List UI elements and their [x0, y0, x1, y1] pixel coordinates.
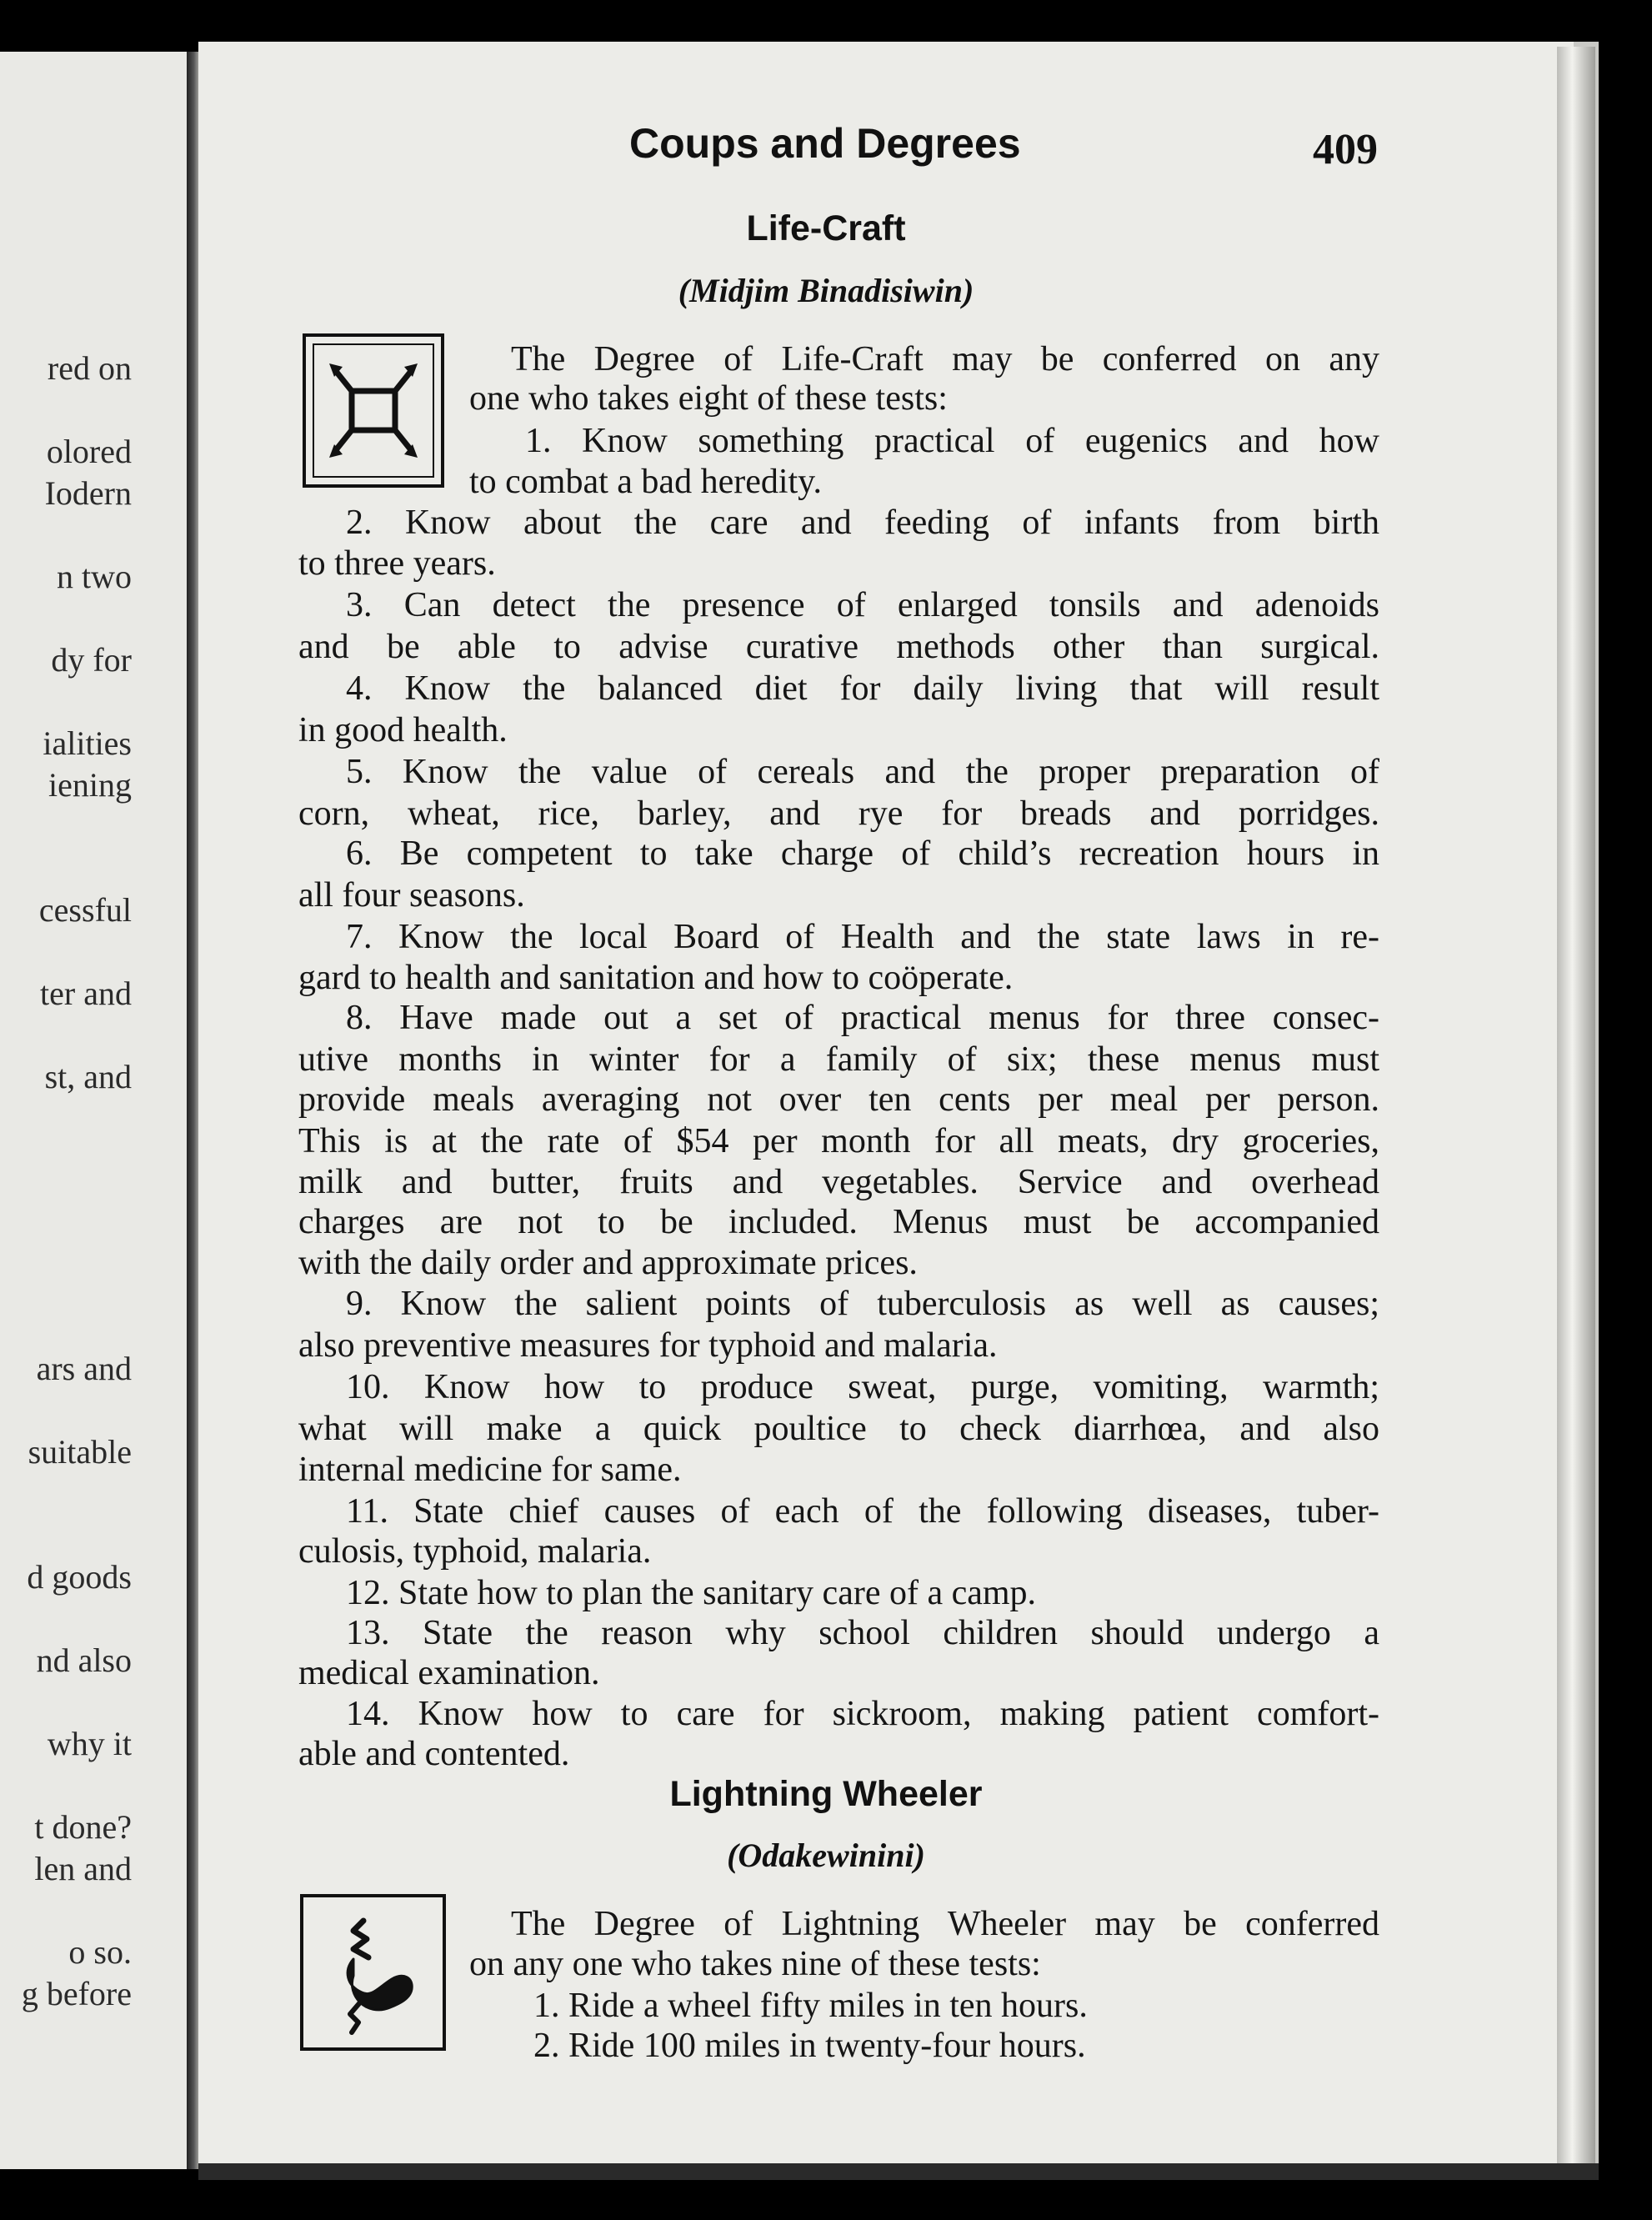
text-line: 10. Know how to produce sweat, purge, vomiting, warmth;	[346, 1368, 1379, 1406]
left-page-fragment: why it	[47, 1725, 132, 1762]
left-page-fragment: nd also	[36, 1641, 132, 1679]
text-line: what will make a quick poultice to check diarrhœa, and also	[298, 1410, 1379, 1448]
text-line: medical examination.	[298, 1654, 600, 1692]
left-page-fragment: iening	[48, 766, 132, 804]
text-line: utive months in winter for a family of six; these menus must	[298, 1040, 1379, 1079]
page-number: 409	[1313, 126, 1378, 173]
text-line: corn, wheat, rice, barley, and rye for breads and porridges.	[298, 794, 1379, 833]
crossed-arrows-square-icon	[303, 333, 444, 488]
text-line: 2. Ride 100 miles in twenty-four hours.	[533, 2027, 1086, 2065]
left-page-fragment: olored	[46, 433, 132, 470]
text-line: also preventive measures for typhoid and malaria.	[298, 1326, 998, 1365]
left-page-fragment: t done?	[34, 1808, 132, 1846]
text-line: 13. State the reason why school children should undergo a	[346, 1614, 1379, 1652]
text-line: 11. State chief causes of each of the following diseases, tuber-	[346, 1492, 1379, 1531]
left-page-fragment: g before	[21, 1975, 132, 2012]
text-line: internal medicine for same.	[298, 1451, 682, 1489]
text-line: and be able to advise curative methods other than surgical.	[298, 628, 1379, 666]
text-line: 4. Know the balanced diet for daily living that will result	[346, 669, 1379, 708]
life-craft-title: Life-Craft	[746, 208, 906, 248]
running-title: Coups and Degrees	[629, 120, 1021, 167]
lightning-wheeler-title: Lightning Wheeler	[669, 1774, 983, 1814]
left-page-fragment: st, and	[44, 1058, 132, 1095]
text-line: one who takes eight of these tests:	[469, 379, 948, 418]
left-page-fragment: dy for	[51, 641, 132, 679]
left-page-fragment: suitable	[28, 1433, 132, 1471]
lightning-figure-icon	[300, 1894, 446, 2051]
text-line: on any one who takes nine of these tests:	[469, 1945, 1041, 1983]
text-line: The Degree of Lightning Wheeler may be conferred	[511, 1905, 1379, 1943]
text-line: gard to health and sanitation and how to coöperate.	[298, 959, 1014, 997]
text-line: culosis, typhoid, malaria.	[298, 1532, 652, 1571]
left-page-fragment: n two	[57, 558, 132, 595]
lightning-wheeler-subtitle: (Odakewinini)	[727, 1837, 925, 1874]
text-line: in good health.	[298, 711, 508, 749]
bottom-shadow	[198, 2163, 1599, 2180]
left-page-fragment: ars and	[36, 1350, 132, 1387]
text-line: 1. Know something practical of eugenics and how	[525, 422, 1379, 460]
text-line: 9. Know the salient points of tuberculosis as well as causes;	[346, 1285, 1379, 1323]
text-line: all four seasons.	[298, 876, 525, 915]
text-line: charges are not to be included. Menus must be accompanied	[298, 1203, 1379, 1241]
text-line: with the daily order and approximate prices.	[298, 1244, 918, 1282]
text-line: to combat a bad heredity.	[469, 463, 822, 501]
text-line: 14. Know how to care for sickroom, making patient comfort-	[346, 1695, 1379, 1733]
text-line: to three years.	[298, 544, 496, 583]
text-line: 5. Know the value of cereals and the proper preparation of	[346, 753, 1379, 791]
life-craft-subtitle: (Midjim Binadisiwin)	[678, 272, 974, 309]
left-page-fragment: ter and	[40, 975, 132, 1012]
left-page-fragment: red on	[47, 349, 132, 387]
text-line: 3. Can detect the presence of enlarged tonsils and adenoids	[346, 586, 1379, 624]
text-line: able and contented.	[298, 1735, 570, 1773]
left-page-fragment: o so.	[68, 1933, 132, 1971]
text-line: 12. State how to plan the sanitary care of a camp.	[346, 1574, 1037, 1612]
left-page-fragment: Iodern	[44, 474, 132, 512]
text-line: 1. Ride a wheel fifty miles in ten hours.	[533, 1987, 1088, 2025]
text-line: 6. Be competent to take charge of child’s recreation hours in	[346, 834, 1379, 873]
left-page-fragment: d goods	[27, 1558, 132, 1596]
text-line: 8. Have made out a set of practical menus for three consec-	[346, 999, 1379, 1037]
left-page-fragment: cessful	[38, 891, 132, 929]
text-line: milk and butter, fruits and vegetables. Service and overhead	[298, 1163, 1379, 1201]
text-line: provide meals averaging not over ten cents per meal per person.	[298, 1080, 1379, 1119]
text-line: 2. Know about the care and feeding of infants from birth	[346, 504, 1379, 542]
text-line: The Degree of Life-Craft may be conferred on any	[511, 340, 1379, 378]
text-line: 7. Know the local Board of Health and the state laws in re-	[346, 918, 1379, 956]
left-page-fragment: len and	[34, 1850, 132, 1887]
text-line: This is at the rate of $54 per month for all meats, dry groceries,	[298, 1122, 1379, 1160]
left-page-fragment: ialities	[43, 724, 132, 762]
